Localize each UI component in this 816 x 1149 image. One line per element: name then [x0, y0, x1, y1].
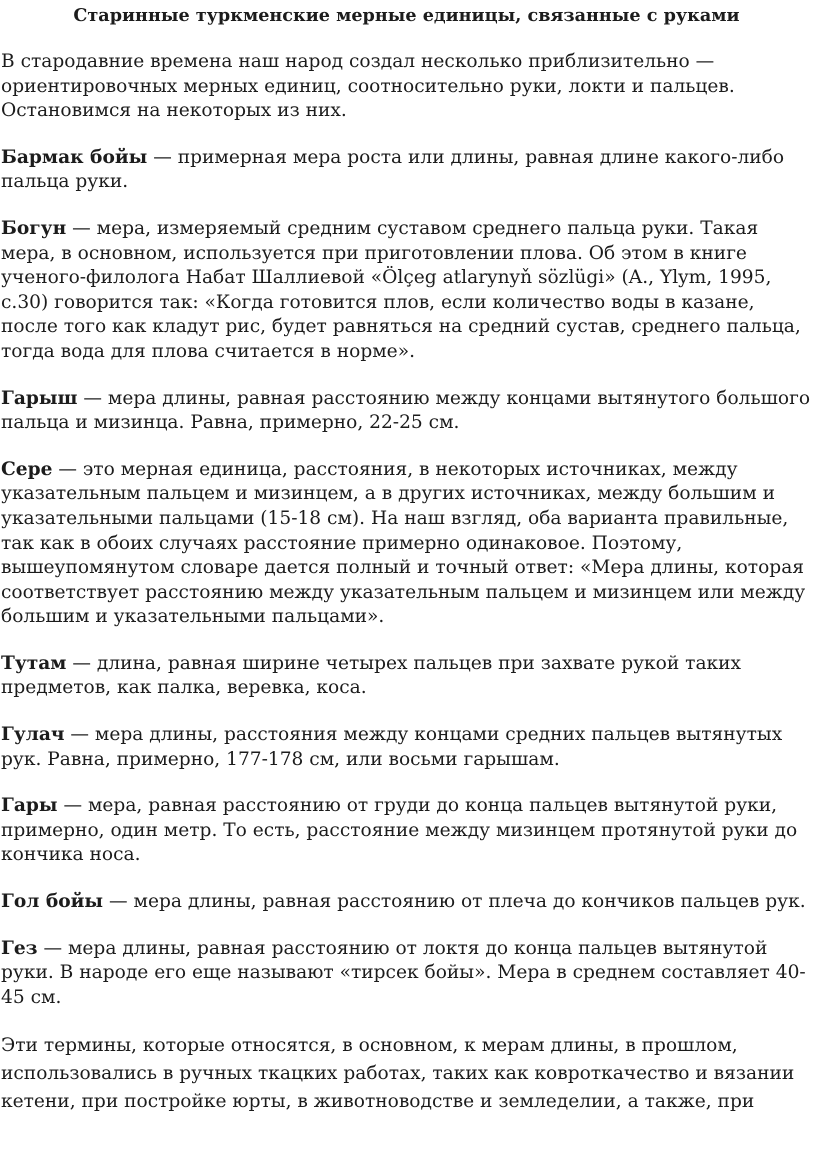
entry-paragraph — [1, 937, 812, 1011]
entry-term: Тутам — [1, 652, 67, 674]
entry-paragraph — [1, 890, 812, 915]
entry-definition: — мера длины, равная расстоянию между концами вытянутого большого пальца и мизинца. Равна, примерно, 22-25 см. — [1, 387, 811, 434]
entry-definition: — мера длины, равная расстоянию от локтя до конца пальцев вытянутой руки. В народе его еще называют «тирсек бойы». Мера в среднем составляет 40-45 см. — [1, 937, 806, 1008]
document-title: Старинные туркменские мерные единицы, связанные с руками — [73, 5, 740, 26]
entry-paragraph — [1, 458, 812, 630]
entry-definition: — мера, измеряемый средним суставом среднего пальца руки. Такая мера, в основном, используется при приготовлении плова. Об этом в книге ученого-филолога Набат Шаллиевой «Ölçeg atlarynyň sözlügi» (A., Ylym, 1995, c.30) говорится так: «Когда готовится плов, если количество воды в казане, после того как кладут рис, будет равняться на средний сустав, среднего пальца, тогда вода для плова считается в норме». — [1, 217, 801, 362]
entry-definition: — это мерная единица, расстояния, в некоторых источниках, между указательным пальцем и мизинцем, а в других источниках, между большим и указательными пальцами (15-18 см). На наш взгляд, оба варианта правильные, так как в обоих случаях расстояние примерно одинаковое. Поэтому, вышеупомянутом словаре дается полный и точный ответ: «Мера длины, которая соответствует расстоянию между указательным пальцем и мизинцем или между большим и указательными пальцами». — [1, 458, 806, 628]
entry-term: Гарыш — [1, 387, 78, 409]
entry-term: Бармак бойы — [1, 146, 148, 168]
entry-paragraph — [1, 652, 812, 701]
entry-definition: — мера, равная расстоянию от груди до конца пальцев вытянутой руки, примерно, один метр. То есть, расстояние между мизинцем протянутой руки до кончика носа. — [1, 795, 798, 866]
entry-paragraph — [1, 146, 812, 195]
intro-paragraph: В стародавние времена наш народ создал несколько приблизительно — ориентировочных мерных единиц, соотносительно руки, локти и пальцев. Остановимся на некоторых из них. — [1, 51, 735, 122]
entry-term: Гары — [1, 795, 58, 817]
entry-paragraph — [1, 217, 812, 365]
entry-definition: — мера длины, равная расстоянию от плеча до кончиков пальцев рук. — [103, 891, 806, 913]
closing-paragraph: Эти термины, которые относятся, в основном, к мерам длины, в прошлом, использовались в ручных ткацких работах, таких как ковроткачество и вязании кетени, при постройке юрты, в животноводстве и земледелии, а также, при — [1, 1035, 795, 1113]
entry-term: Гол бойы — [1, 891, 104, 913]
entry-paragraph — [1, 387, 812, 436]
entry-paragraph — [1, 723, 812, 772]
entry-definition: — длина, равная ширине четырех пальцев при захвате рукой таких предметов, как палка, веревка, коса. — [1, 652, 742, 699]
entry-definition: — мера длины, расстояния между концами средних пальцев вытянутых рук. Равна, примерно, 177-178 см, или восьми гарышам. — [1, 724, 783, 770]
entry-definition: — примерная мера роста или длины, равная длине какого-либо пальца руки. — [1, 146, 785, 193]
entry-term: Гулач — [1, 724, 65, 746]
entry-term: Гез — [1, 937, 38, 959]
entry-paragraph — [1, 794, 812, 868]
entry-term: Сере — [1, 458, 53, 480]
entry-term: Богун — [1, 217, 67, 239]
